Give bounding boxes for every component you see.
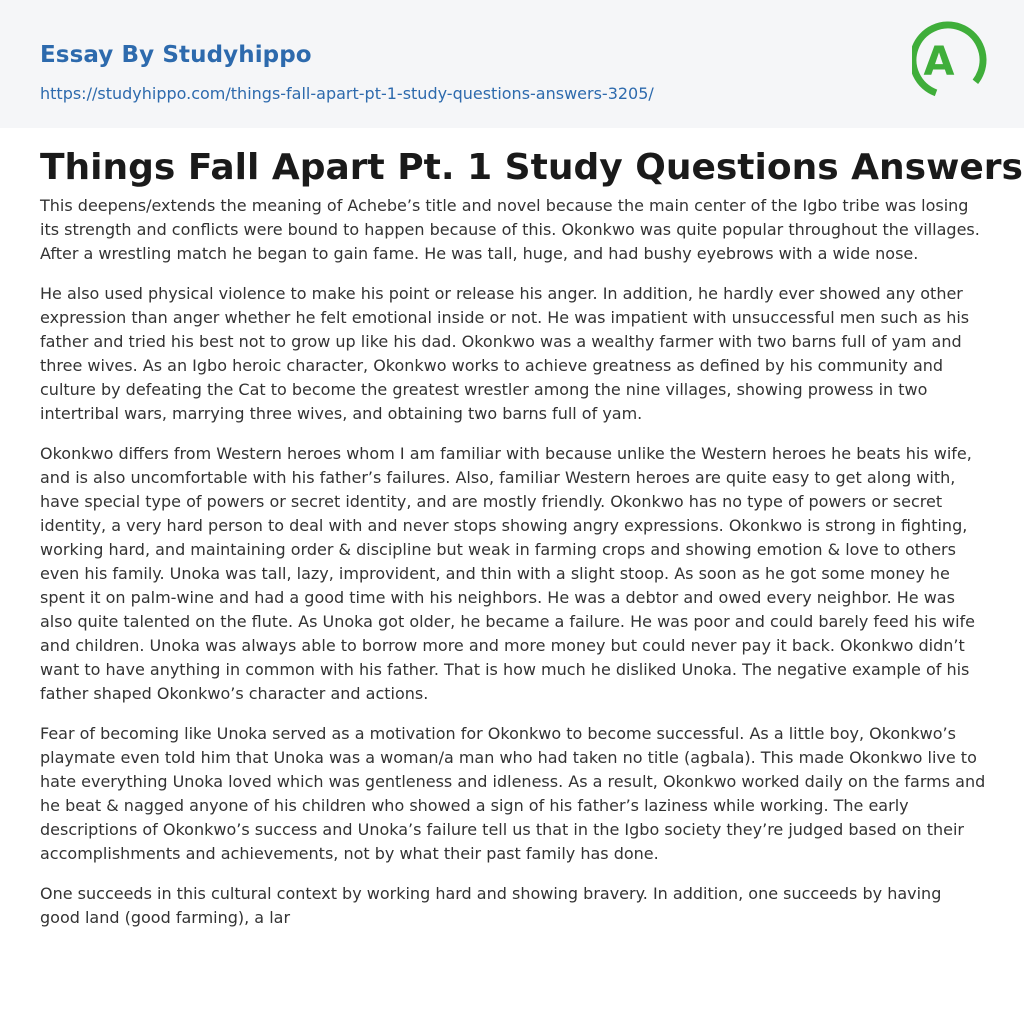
site-header: [0, 0, 1024, 128]
essay-body: [40, 194, 986, 946]
source-url-link[interactable]: https://studyhippo.com/things-fall-apart-pt-1-study-questions-answers-3205/: [40, 84, 654, 103]
essay-paragraph: Okonkwo differs from Western heroes whom I am familiar with because unlike the Western heroes he beats his wife, and is also uncomfortable with his father’s failures. Also, familiar Western heroes are quite easy to get along with, have special type of powers or secret identity, and are mostly friendly. Okonkwo has no type of powers or secret identity, a very hard person to deal with and never stops showing angry expressions. Okonkwo is strong in fighting, working hard, and maintaining order & discipline but weak in farming crops and showing emotion & love to others even his family. Unoka was tall, lazy, improvident, and thin with a slight stoop. As soon as he got some money he spent it on palm-wine and had a good time with his neighbors. He was a debtor and owed every neighbor. He was also quite talented on the flute. As Unoka got older, he became a failure. He was poor and could barely feed his wife and children. Unoka was always able to borrow more and more money but could never pay it back. Okonkwo didn’t want to have anything in common with his father. That is how much he disliked Unoka. The negative example of his father shaped Okonkwo’s character and actions.: [40, 444, 975, 703]
essay-paragraph: One succeeds in this cultural context by working hard and showing bravery. In addition, one succeeds by having good land (good farming), a lar: [40, 884, 942, 927]
essay-paragraph: This deepens/extends the meaning of Achebe’s title and novel because the main center of the Igbo tribe was losing its strength and conflicts were bound to happen because of this. Okonkwo was quite popular throughout the villages. After a wrestling match he began to gain fame. He was tall, huge, and had bushy eyebrows with a wide nose.: [40, 196, 980, 263]
essay-paragraph: He also used physical violence to make his point or release his anger. In addition, he hardly ever showed any other expression than anger whether he felt emotional inside or not. He was impatient with unsuccessful men such as his father and tried his best not to grow up like his dad. Okonkwo was a wealthy farmer with two barns full of yam and three wives. As an Igbo heroic character, Okonkwo works to achieve greatness as defined by his community and culture by defeating the Cat to become the greatest wrestler among the nine villages, showing prowess in two intertribal wars, marrying three wives, and obtaining two barns full of yam.: [40, 284, 970, 423]
logo-letter: A: [923, 39, 955, 85]
site-brand[interactable]: Essay By Studyhippo: [40, 42, 312, 68]
studyhippo-logo-icon: [912, 18, 988, 106]
essay-paragraph: Fear of becoming like Unoka served as a motivation for Okonkwo to become successful. As a little boy, Okonkwo’s playmate even told him that Unoka was a woman/a man who had taken no title (agbala). This made Okonkwo live to hate everything Unoka loved which was gentleness and idleness. As a result, Okonkwo worked daily on the farms and he beat & nagged anyone of his children who showed a sign of his father’s laziness while working. The early descriptions of Okonkwo’s success and Unoka’s failure tell us that in the Igbo society they’re judged based on their accomplishments and achievements, not by what their past family has done.: [40, 724, 986, 863]
page-title: Things Fall Apart Pt. 1 Study Questions Answers: [40, 147, 1023, 188]
